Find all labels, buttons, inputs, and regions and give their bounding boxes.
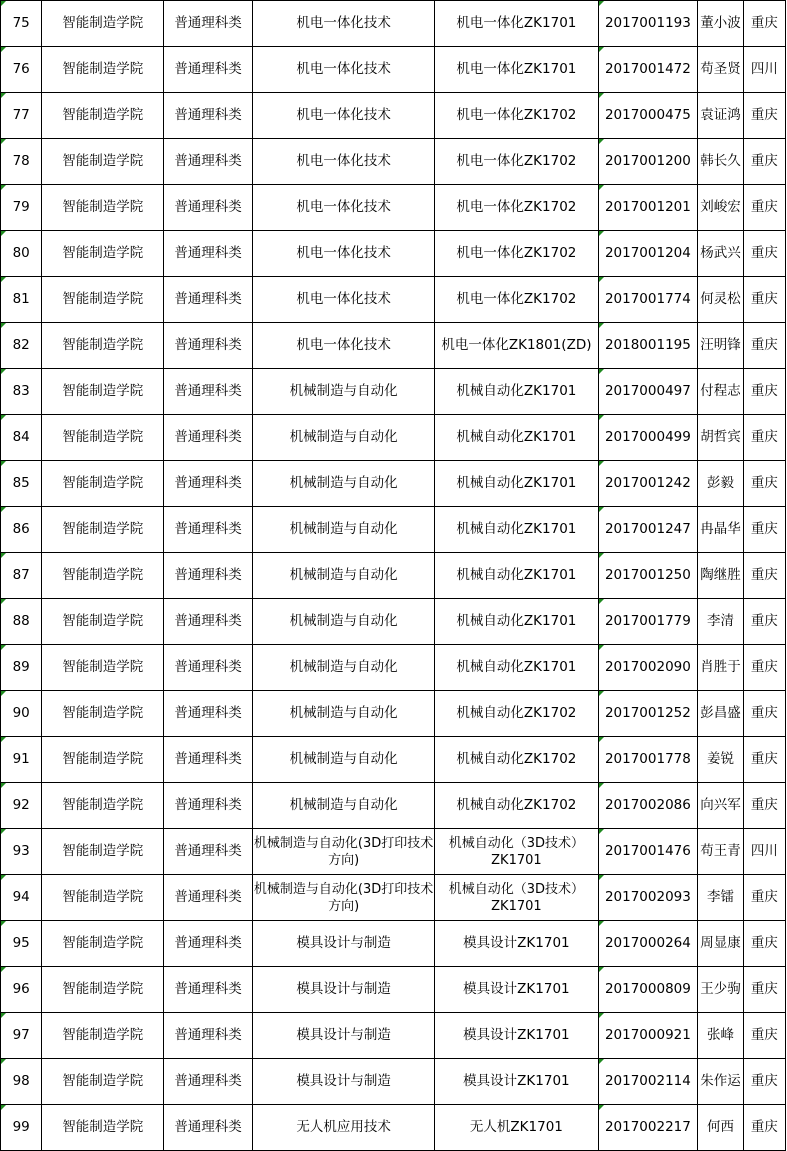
college-cell: 智能制造学院: [42, 1, 164, 47]
class-cell: 机械自动化ZK1702: [435, 737, 598, 783]
class-cell: 机械自动化ZK1701: [435, 415, 598, 461]
student-id-cell: 2017000499: [598, 415, 698, 461]
student-name-cell: 向兴军: [698, 783, 743, 829]
student-id-cell: 2017001774: [598, 277, 698, 323]
college-cell: 智能制造学院: [42, 829, 164, 875]
student-id-cell: 2017002093: [598, 875, 698, 921]
category-cell: 普通理科类: [164, 599, 253, 645]
student-id-cell: 2017002086: [598, 783, 698, 829]
student-name-cell: 杨武兴: [698, 231, 743, 277]
major-cell: 机械制造与自动化: [252, 553, 434, 599]
college-cell: 智能制造学院: [42, 1059, 164, 1105]
student-id-cell: 2017000264: [598, 921, 698, 967]
major-cell: 模具设计与制造: [252, 921, 434, 967]
category-cell: 普通理科类: [164, 967, 253, 1013]
college-cell: 智能制造学院: [42, 921, 164, 967]
table-row: [1, 1013, 786, 1059]
major-cell: 机电一体化技术: [252, 185, 434, 231]
table-row: [1, 93, 786, 139]
table-row: [1, 967, 786, 1013]
student-id-cell: 2017000809: [598, 967, 698, 1013]
row-number-cell: 97: [1, 1013, 42, 1059]
origin-cell: 重庆: [743, 369, 785, 415]
class-cell: 机电一体化ZK1702: [435, 185, 598, 231]
class-cell: 机电一体化ZK1701: [435, 47, 598, 93]
origin-cell: 重庆: [743, 553, 785, 599]
category-cell: 普通理科类: [164, 369, 253, 415]
table-row: [1, 47, 786, 93]
major-cell: 机电一体化技术: [252, 1, 434, 47]
table-row: [1, 1059, 786, 1105]
table-row: [1, 1105, 786, 1151]
origin-cell: 重庆: [743, 323, 785, 369]
table-row: [1, 737, 786, 783]
college-cell: 智能制造学院: [42, 323, 164, 369]
category-cell: 普通理科类: [164, 231, 253, 277]
row-number-cell: 82: [1, 323, 42, 369]
college-cell: 智能制造学院: [42, 1013, 164, 1059]
student-name-cell: 袁证鸿: [698, 93, 743, 139]
major-cell: 机械制造与自动化: [252, 645, 434, 691]
student-id-cell: 2017001242: [598, 461, 698, 507]
major-cell: 机电一体化技术: [252, 323, 434, 369]
college-cell: 智能制造学院: [42, 645, 164, 691]
row-number-cell: 81: [1, 277, 42, 323]
class-cell: 机电一体化ZK1702: [435, 277, 598, 323]
college-cell: 智能制造学院: [42, 691, 164, 737]
row-number-cell: 89: [1, 645, 42, 691]
student-name-cell: 张峰: [698, 1013, 743, 1059]
student-name-cell: 胡哲宾: [698, 415, 743, 461]
student-name-cell: 何灵松: [698, 277, 743, 323]
class-cell: 机械自动化ZK1702: [435, 783, 598, 829]
student-name-cell: 苟圣贤: [698, 47, 743, 93]
student-id-cell: 2017001779: [598, 599, 698, 645]
student-name-cell: 姜锐: [698, 737, 743, 783]
student-name-cell: 肖胜于: [698, 645, 743, 691]
table-row: [1, 369, 786, 415]
college-cell: 智能制造学院: [42, 415, 164, 461]
table-row: [1, 1, 786, 47]
college-cell: 智能制造学院: [42, 553, 164, 599]
class-cell: 模具设计ZK1701: [435, 967, 598, 1013]
row-number-cell: 79: [1, 185, 42, 231]
student-id-cell: 2017001252: [598, 691, 698, 737]
row-number-cell: 94: [1, 875, 42, 921]
origin-cell: 重庆: [743, 1059, 785, 1105]
class-cell: 机械自动化ZK1701: [435, 461, 598, 507]
origin-cell: 重庆: [743, 783, 785, 829]
category-cell: 普通理科类: [164, 829, 253, 875]
origin-cell: 四川: [743, 829, 785, 875]
student-name-cell: 彭昌盛: [698, 691, 743, 737]
college-cell: 智能制造学院: [42, 185, 164, 231]
student-name-cell: 王少驹: [698, 967, 743, 1013]
class-cell: 机电一体化ZK1801(ZD): [435, 323, 598, 369]
major-cell: 机械制造与自动化: [252, 461, 434, 507]
origin-cell: 重庆: [743, 691, 785, 737]
origin-cell: 重庆: [743, 461, 785, 507]
category-cell: 普通理科类: [164, 1105, 253, 1151]
student-name-cell: 朱作运: [698, 1059, 743, 1105]
table-row: [1, 875, 786, 921]
major-cell: 机电一体化技术: [252, 93, 434, 139]
row-number-cell: 85: [1, 461, 42, 507]
origin-cell: 重庆: [743, 277, 785, 323]
student-id-cell: 2017001778: [598, 737, 698, 783]
row-number-cell: 86: [1, 507, 42, 553]
major-cell: 机械制造与自动化: [252, 783, 434, 829]
category-cell: 普通理科类: [164, 1059, 253, 1105]
origin-cell: 重庆: [743, 645, 785, 691]
table-row: [1, 645, 786, 691]
class-cell: 机械自动化（3D技术）ZK1701: [435, 875, 598, 921]
student-id-cell: 2017001204: [598, 231, 698, 277]
major-cell: 模具设计与制造: [252, 1059, 434, 1105]
table-row: [1, 461, 786, 507]
origin-cell: 重庆: [743, 1013, 785, 1059]
college-cell: 智能制造学院: [42, 783, 164, 829]
student-id-cell: 2017001476: [598, 829, 698, 875]
class-cell: 模具设计ZK1701: [435, 921, 598, 967]
class-cell: 机电一体化ZK1702: [435, 93, 598, 139]
category-cell: 普通理科类: [164, 921, 253, 967]
class-cell: 机械自动化ZK1701: [435, 599, 598, 645]
origin-cell: 重庆: [743, 967, 785, 1013]
table-row: [1, 553, 786, 599]
major-cell: 机械制造与自动化: [252, 507, 434, 553]
category-cell: 普通理科类: [164, 277, 253, 323]
table-row: [1, 185, 786, 231]
major-cell: 机械制造与自动化: [252, 737, 434, 783]
table-row: [1, 231, 786, 277]
row-number-cell: 90: [1, 691, 42, 737]
college-cell: 智能制造学院: [42, 277, 164, 323]
major-cell: 机电一体化技术: [252, 277, 434, 323]
student-name-cell: 刘峻宏: [698, 185, 743, 231]
college-cell: 智能制造学院: [42, 507, 164, 553]
student-id-cell: 2017000497: [598, 369, 698, 415]
college-cell: 智能制造学院: [42, 967, 164, 1013]
college-cell: 智能制造学院: [42, 93, 164, 139]
major-cell: 机械制造与自动化: [252, 415, 434, 461]
row-number-cell: 88: [1, 599, 42, 645]
category-cell: 普通理科类: [164, 737, 253, 783]
class-cell: 机械自动化（3D技术）ZK1701: [435, 829, 598, 875]
college-cell: 智能制造学院: [42, 461, 164, 507]
table-row: [1, 139, 786, 185]
table-row: [1, 829, 786, 875]
category-cell: 普通理科类: [164, 415, 253, 461]
origin-cell: 重庆: [743, 921, 785, 967]
major-cell: 机械制造与自动化: [252, 369, 434, 415]
student-name-cell: 付程志: [698, 369, 743, 415]
student-name-cell: 苟王青: [698, 829, 743, 875]
student-id-cell: 2017001247: [598, 507, 698, 553]
origin-cell: 重庆: [743, 139, 785, 185]
major-cell: 机电一体化技术: [252, 231, 434, 277]
major-cell: 模具设计与制造: [252, 967, 434, 1013]
major-cell: 机械制造与自动化(3D打印技术方向): [252, 829, 434, 875]
row-number-cell: 93: [1, 829, 42, 875]
origin-cell: 重庆: [743, 507, 785, 553]
origin-cell: 重庆: [743, 1105, 785, 1151]
table-row: [1, 783, 786, 829]
category-cell: 普通理科类: [164, 185, 253, 231]
origin-cell: 重庆: [743, 875, 785, 921]
row-number-cell: 87: [1, 553, 42, 599]
row-number-cell: 96: [1, 967, 42, 1013]
table-row: [1, 507, 786, 553]
major-cell: 机械制造与自动化(3D打印技术方向): [252, 875, 434, 921]
college-cell: 智能制造学院: [42, 139, 164, 185]
major-cell: 机械制造与自动化: [252, 691, 434, 737]
origin-cell: 重庆: [743, 93, 785, 139]
student-id-cell: 2017000475: [598, 93, 698, 139]
student-name-cell: 何西: [698, 1105, 743, 1151]
origin-cell: 重庆: [743, 185, 785, 231]
student-name-cell: 彭毅: [698, 461, 743, 507]
row-number-cell: 91: [1, 737, 42, 783]
college-cell: 智能制造学院: [42, 47, 164, 93]
major-cell: 无人机应用技术: [252, 1105, 434, 1151]
student-name-cell: 董小波: [698, 1, 743, 47]
student-id-cell: 2017001193: [598, 1, 698, 47]
row-number-cell: 80: [1, 231, 42, 277]
class-cell: 机械自动化ZK1702: [435, 691, 598, 737]
student-id-cell: 2017001201: [598, 185, 698, 231]
row-number-cell: 83: [1, 369, 42, 415]
row-number-cell: 98: [1, 1059, 42, 1105]
student-id-cell: 2018001195: [598, 323, 698, 369]
class-cell: 机械自动化ZK1701: [435, 645, 598, 691]
college-cell: 智能制造学院: [42, 231, 164, 277]
table-body: [1, 1, 786, 1151]
major-cell: 机电一体化技术: [252, 139, 434, 185]
class-cell: 机电一体化ZK1701: [435, 1, 598, 47]
category-cell: 普通理科类: [164, 507, 253, 553]
row-number-cell: 77: [1, 93, 42, 139]
student-name-cell: 韩长久: [698, 139, 743, 185]
category-cell: 普通理科类: [164, 1013, 253, 1059]
row-number-cell: 99: [1, 1105, 42, 1151]
student-name-cell: 李镭: [698, 875, 743, 921]
class-cell: 模具设计ZK1701: [435, 1013, 598, 1059]
table-row: [1, 921, 786, 967]
major-cell: 机械制造与自动化: [252, 599, 434, 645]
origin-cell: 重庆: [743, 1, 785, 47]
category-cell: 普通理科类: [164, 691, 253, 737]
class-cell: 机电一体化ZK1702: [435, 139, 598, 185]
class-cell: 机械自动化ZK1701: [435, 507, 598, 553]
category-cell: 普通理科类: [164, 553, 253, 599]
row-number-cell: 92: [1, 783, 42, 829]
origin-cell: 重庆: [743, 737, 785, 783]
origin-cell: 四川: [743, 47, 785, 93]
student-name-cell: 李清: [698, 599, 743, 645]
student-id-cell: 2017001472: [598, 47, 698, 93]
category-cell: 普通理科类: [164, 47, 253, 93]
category-cell: 普通理科类: [164, 875, 253, 921]
student-name-cell: 汪明锋: [698, 323, 743, 369]
category-cell: 普通理科类: [164, 645, 253, 691]
college-cell: 智能制造学院: [42, 599, 164, 645]
category-cell: 普通理科类: [164, 139, 253, 185]
class-cell: 机电一体化ZK1702: [435, 231, 598, 277]
college-cell: 智能制造学院: [42, 1105, 164, 1151]
row-number-cell: 76: [1, 47, 42, 93]
college-cell: 智能制造学院: [42, 875, 164, 921]
major-cell: 机电一体化技术: [252, 47, 434, 93]
category-cell: 普通理科类: [164, 1, 253, 47]
table-row: [1, 323, 786, 369]
class-cell: 无人机ZK1701: [435, 1105, 598, 1151]
student-name-cell: 周显康: [698, 921, 743, 967]
student-id-cell: 2017001250: [598, 553, 698, 599]
student-id-cell: 2017002217: [598, 1105, 698, 1151]
student-id-cell: 2017002114: [598, 1059, 698, 1105]
college-cell: 智能制造学院: [42, 369, 164, 415]
table-row: [1, 599, 786, 645]
student-id-cell: 2017002090: [598, 645, 698, 691]
category-cell: 普通理科类: [164, 783, 253, 829]
row-number-cell: 75: [1, 1, 42, 47]
category-cell: 普通理科类: [164, 461, 253, 507]
origin-cell: 重庆: [743, 599, 785, 645]
student-id-cell: 2017001200: [598, 139, 698, 185]
student-id-cell: 2017000921: [598, 1013, 698, 1059]
class-cell: 模具设计ZK1701: [435, 1059, 598, 1105]
row-number-cell: 78: [1, 139, 42, 185]
class-cell: 机械自动化ZK1701: [435, 553, 598, 599]
row-number-cell: 95: [1, 921, 42, 967]
student-name-cell: 冉晶华: [698, 507, 743, 553]
major-cell: 模具设计与制造: [252, 1013, 434, 1059]
student-name-cell: 陶继胜: [698, 553, 743, 599]
origin-cell: 重庆: [743, 415, 785, 461]
table-row: [1, 277, 786, 323]
table-row: [1, 691, 786, 737]
table-row: [1, 415, 786, 461]
college-cell: 智能制造学院: [42, 737, 164, 783]
class-cell: 机械自动化ZK1701: [435, 369, 598, 415]
origin-cell: 重庆: [743, 231, 785, 277]
category-cell: 普通理科类: [164, 323, 253, 369]
row-number-cell: 84: [1, 415, 42, 461]
category-cell: 普通理科类: [164, 93, 253, 139]
